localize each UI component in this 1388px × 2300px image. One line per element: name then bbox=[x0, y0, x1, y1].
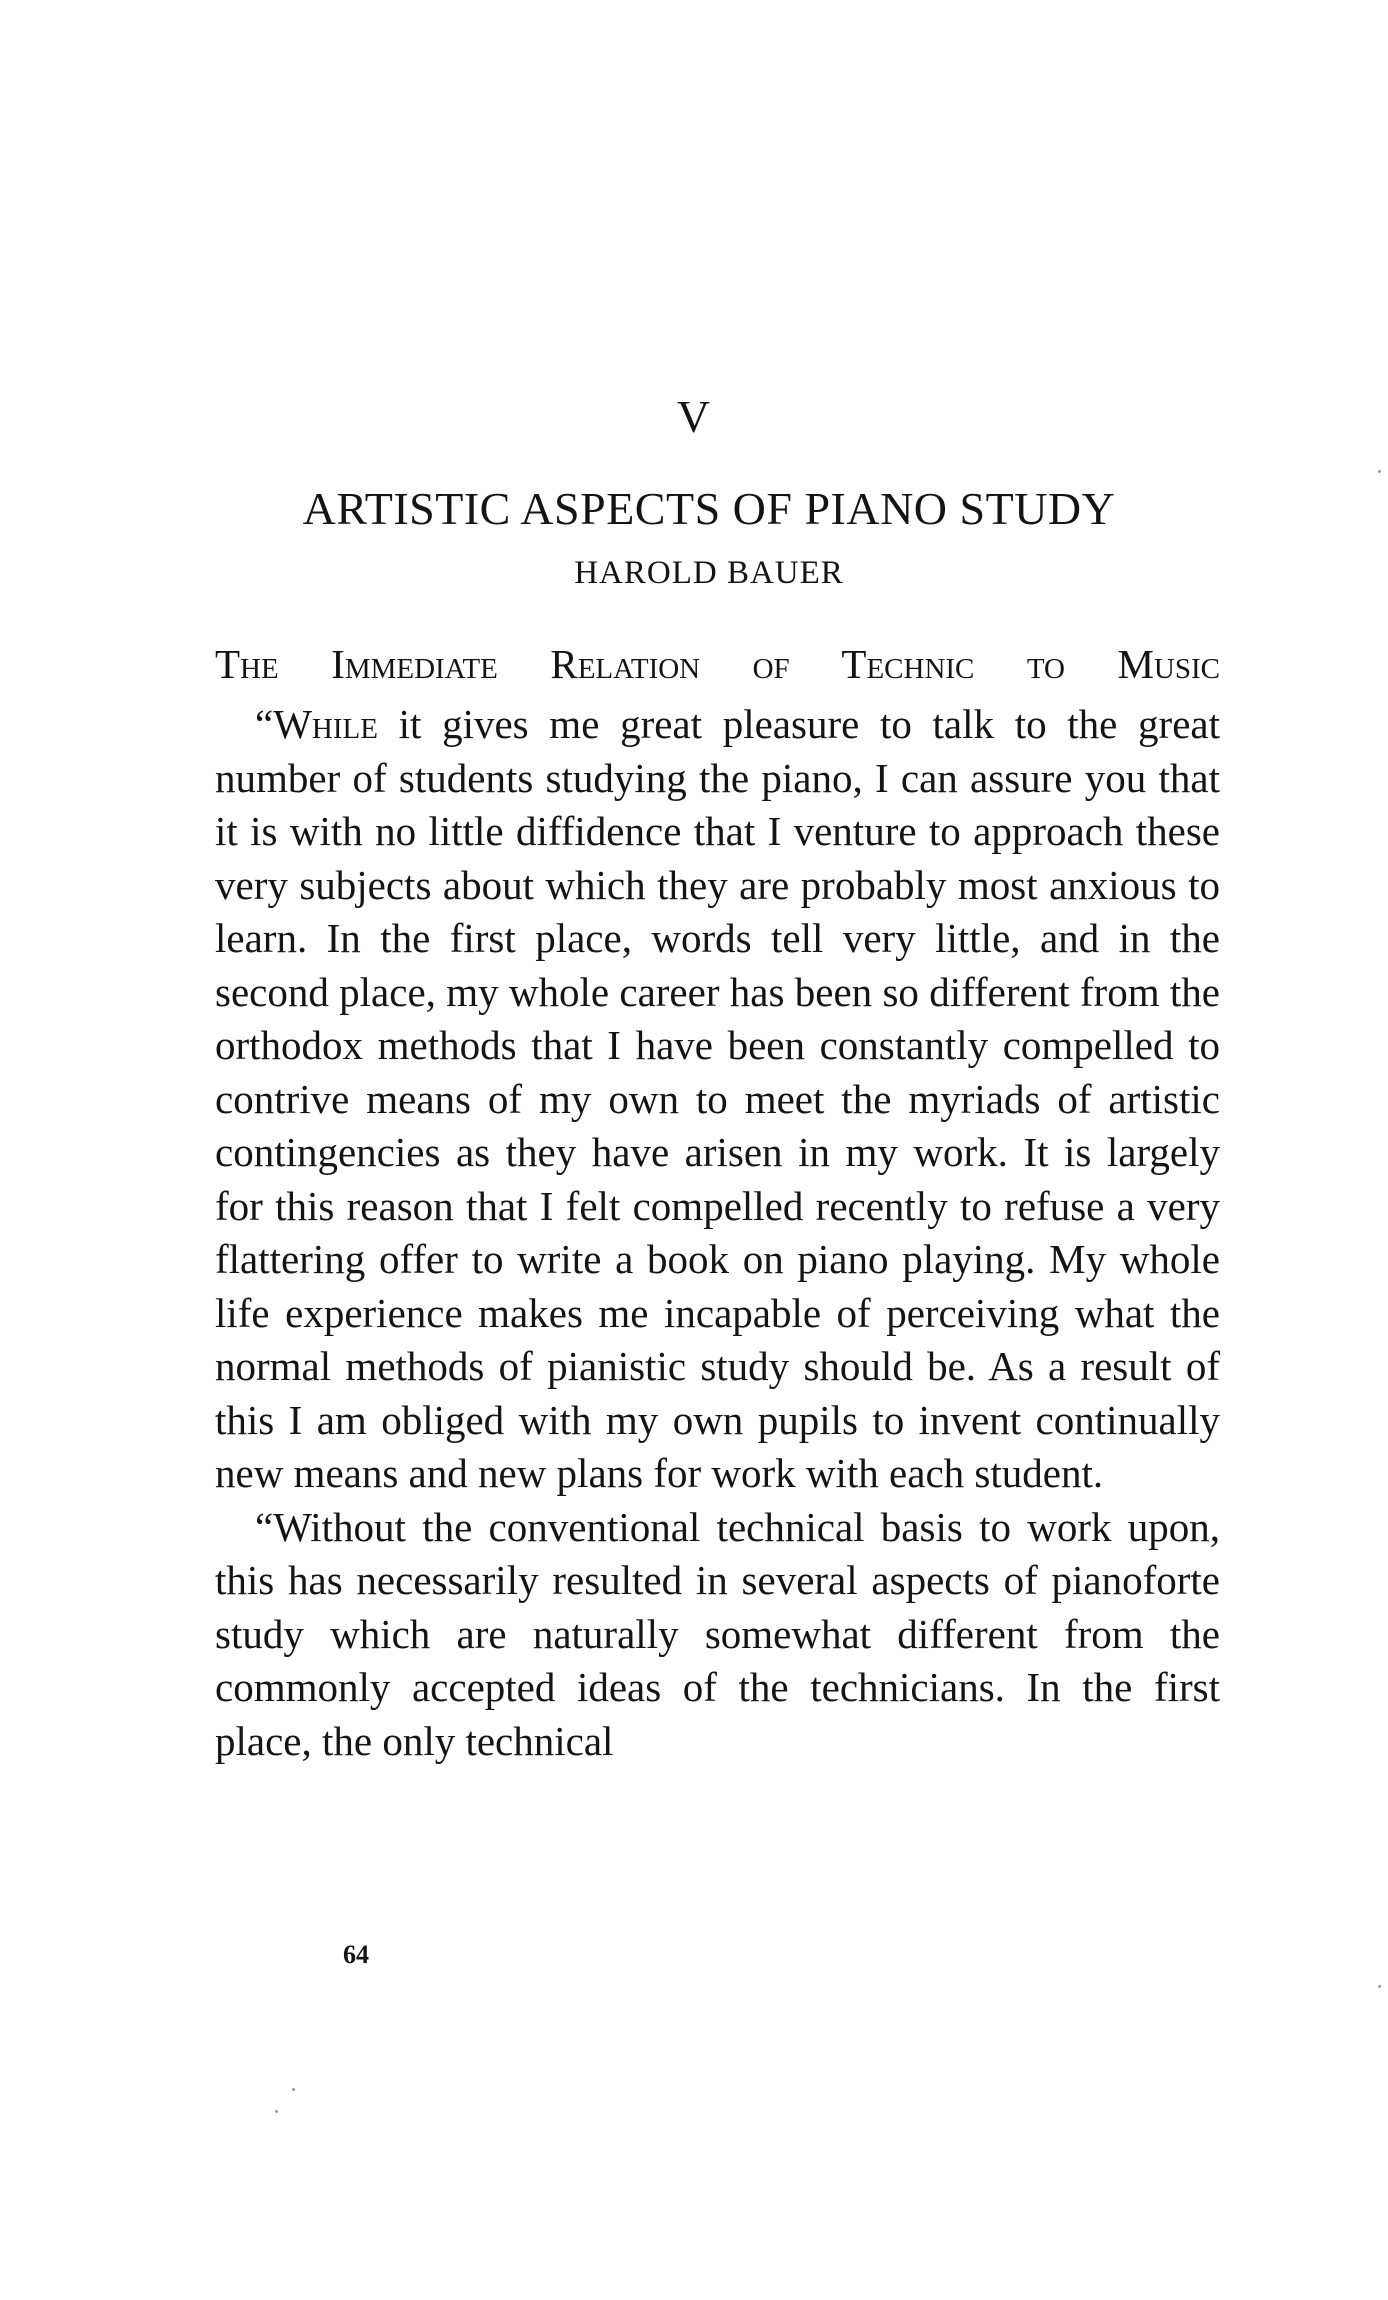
paper-speck bbox=[292, 2088, 295, 2091]
paper-speck bbox=[1378, 1985, 1381, 1988]
paragraph-lead-word: “While bbox=[255, 701, 378, 747]
section-heading: The Immediate Relation of Technic to Music bbox=[215, 641, 1220, 687]
paper-speck bbox=[1378, 470, 1381, 473]
chapter-title: ARTISTIC ASPECTS OF PIANO STUDY bbox=[302, 483, 1116, 534]
page-number: 64 bbox=[343, 1940, 369, 1969]
paragraph-text: “Without the conventional technical basis to work upon, this has necessarily resulted in several aspects of pianoforte study which are naturally somewhat different from the commonly accepted ideas of the technicians. In the first place, the only technical bbox=[215, 1503, 1220, 1764]
paragraph bbox=[215, 1501, 1220, 1769]
chapter-number: V bbox=[676, 391, 712, 442]
paragraph-text: it gives me great pleasure to talk to the great number of students studying the piano, I can assure you that it is with no little diffidence that I venture to approach these very subjects about which they are probably most anxious to learn. In the first place, words tell very little, and in the second place, my whole career has been so different from the orthodox methods that I have been constantly compelled to contrive means of my own to meet the myriads of artistic contingencies as they have arisen in my work. It is largely for this reason that I felt compelled recently to refuse a very flattering offer to write a book on piano playing. My whole life experience makes me incapable of perceiving what the normal methods of pianistic study should be. As a result of this I am obliged with my own pupils to invent continually new means and new plans for work with each student. bbox=[215, 701, 1220, 1496]
chapter-author: HAROLD BAUER bbox=[574, 555, 844, 591]
paragraph bbox=[215, 698, 1220, 1501]
body-text bbox=[215, 698, 1220, 1768]
paper-speck bbox=[275, 2110, 278, 2113]
